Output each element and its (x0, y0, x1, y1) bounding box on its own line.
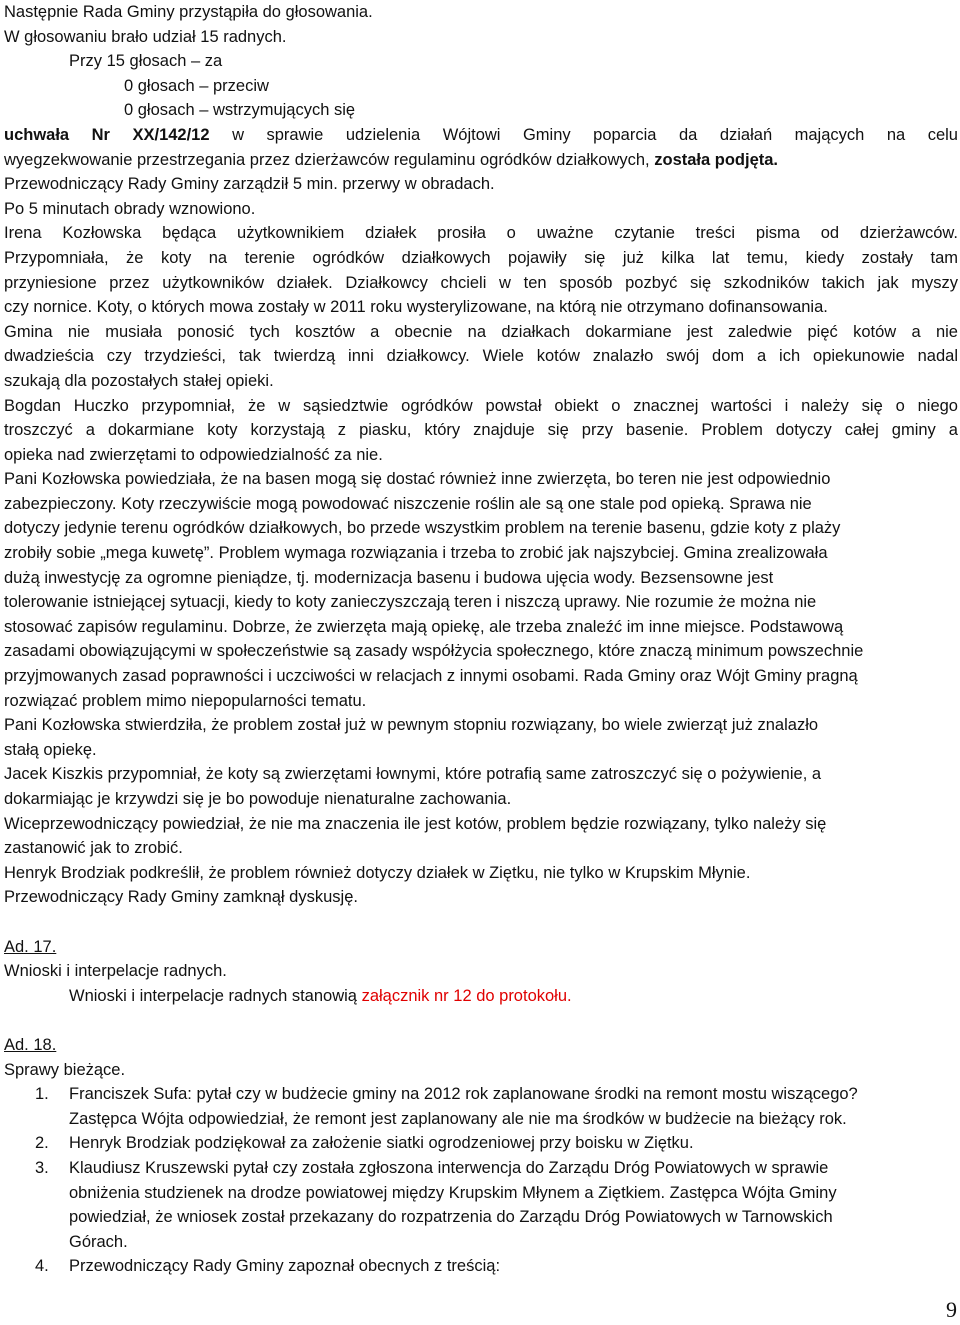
paragraph-line: zabezpieczony. Koty rzeczywiście mogą powodować niszczenie roślin ale są one stale pod opieką. Sprawa nie (4, 494, 812, 513)
paragraph-line: Pani Kozłowska stwierdziła, że problem został już w pewnym stopniu rozwiązany, bo wiele zwierząt już znalazło (4, 716, 819, 735)
document-page (4, 0, 958, 1279)
resolution-subject: w sprawie udzielenia Wójtowi Gminy poparcia da działań mających na celu (209, 125, 958, 144)
list-item-number: 3. (35, 1158, 49, 1177)
attachment-reference: załącznik nr 12 do protokołu. (361, 986, 572, 1005)
list-item-text: Klaudiusz Kruszewski pytał czy została zgłoszona interwencja do Zarządu Dróg Powiatowych w sprawie (69, 1158, 829, 1177)
spacer (4, 1008, 958, 1033)
paragraph-line: Irena Kozłowska będąca użytkownikiem działek prosiła o uważne czytanie treści pisma od dzierżawców. (4, 224, 958, 243)
vote-for: Przy 15 głosach – za (69, 52, 223, 71)
paragraph-line: stosować zapisów regulaminu. Dobrze, że zwierzęta mają opiekę, ale trzeba znaleźć im inne miejsce. Podstawową (4, 617, 844, 636)
paragraph-line: rozwiązać problem mimo niepopularności tematu. (4, 691, 367, 710)
section-title-ad17: Wnioski i interpelacje radnych. (4, 962, 227, 981)
section-heading-ad17: Ad. 17. (4, 937, 57, 956)
list-item (4, 1156, 958, 1181)
paragraph-line: Przewodniczący Rady Gminy zamknął dyskusję. (4, 888, 358, 907)
paragraph-line: tolerowanie istniejącej sytuacji, kiedy to koty zanieczyszczają teren i niszczą uprawy. Nie rozumie że można nie (4, 593, 817, 612)
paragraph-line: Przypomniała, że koty na terenie ogródków działkowych pojawiły się już kilka lat temu, kiedy zostały tam (4, 248, 958, 267)
list-item-text: Henryk Brodziak podziękował za założenie siatki ogrodzeniowej przy boisku w Ziętku. (69, 1134, 694, 1153)
paragraph-line: dużą inwestycję za ogromne pieniądze, tj. modernizacja basenu i budowa ujęcia wody. Bezsensowne jest (4, 568, 774, 587)
list-item-number: 2. (35, 1134, 49, 1153)
list-item-continuation: Górach. (69, 1232, 128, 1251)
paragraph-line: Bogdan Huczko przypomniał, że w sąsiedztwie ogródków powstał obiekt o znacznej wartości i należy się o niego (4, 396, 958, 415)
resolution-line-1 (4, 123, 958, 148)
list-item (4, 1254, 958, 1279)
paragraph-line: troszczyć a dokarmiane koty korzystają z piasku, który znajduje się przy basenie. Problem dotyczy całej gminy a (4, 421, 958, 440)
paragraph-line: Przewodniczący Rady Gminy zarządził 5 min. przerwy w obradach. (4, 175, 495, 194)
paragraph-line: dokarmiając je krzywdzi się je bo powoduje nienaturalne zachowania. (4, 790, 512, 808)
voting-intro: Następnie Rada Gminy przystąpiła do głosowania. (4, 3, 373, 21)
page-number: 9 (946, 1297, 957, 1322)
section-heading-ad18: Ad. 18. (4, 1035, 57, 1054)
section-title-ad18: Sprawy bieżące. (4, 1060, 126, 1079)
section-text-ad17 (4, 984, 958, 1009)
list-item-continuation: powiedział, że wniosek został przekazany do rozpatrzenia do Zarządu Dróg Powiatowych w Tarnowskich (69, 1208, 833, 1227)
list-item-continuation: obniżenia studzienek na drodze powiatowej między Krupskim Młynem a Ziętkiem. Zastępca Wójta Gminy (69, 1183, 837, 1202)
paragraph-line: dotyczy jedynie terenu ogródków działkowych, bo przede wszystkim problem na terenie basenu, gdzie koty z plaży (4, 519, 841, 538)
paragraph-line: przyniesione przez użytkowników działek. Działkowcy chcieli w ten sposób pozbyć się szkodników takich jak myszy (4, 273, 958, 292)
paragraph-line: zasadami obowiązującymi w społeczeństwie są zasady współżycia społecznego, które znaczą minimum powszechnie (4, 642, 864, 661)
paragraph-line: szukają dla pozostałych stałej opieki. (4, 371, 274, 390)
list-item-number: 4. (35, 1257, 49, 1276)
resolution-number: uchwała Nr XX/142/12 (4, 125, 210, 144)
paragraph-line: zrobiły sobie „mega kuwetę”. Problem wymaga rozwiązania i trzeba to zrobić jak najszybciej. Gmina zrealizowała (4, 544, 828, 563)
spacer (4, 910, 958, 935)
paragraph-line: Po 5 minutach obrady wznowiono. (4, 199, 256, 218)
paragraph-line: zastanowić jak to zrobić. (4, 839, 183, 858)
paragraph-line: czy nornice. Koty, o których mowa zostały w 2011 roku wysterylizowane, na którą nie otrzymano dofinansowania. (4, 298, 828, 317)
list-item-text: Przewodniczący Rady Gminy zapoznał obecnych z treścią: (69, 1257, 501, 1276)
paragraph-line: Jacek Kiszkis przypomniał, że koty są zwierzętami łownymi, które potrafią same zatroszczyć się o pożywienie, a (4, 765, 822, 784)
voting-attendance: W głosowaniu brało udział 15 radnych. (4, 27, 287, 46)
paragraph-line: opieka nad zwierzętami to odpowiedzialność za nie. (4, 445, 383, 464)
vote-abstain: 0 głosach – wstrzymujących się (124, 101, 356, 120)
resolution-subject-cont: wyegzekwowanie przestrzegania przez dzierżawców regulaminu ogródków działkowych, (4, 150, 655, 169)
paragraph-line: Pani Kozłowska powiedziała, że na basen mogą się dostać również inne zwierzęta, bo teren nie jest odpowiednio (4, 470, 831, 489)
list-item (4, 1082, 958, 1107)
list-item-number: 1. (35, 1085, 49, 1104)
paragraph-line: dwadzieścia czy trzydzieści, tak twierdzą inni działkowcy. Wiele kotów znalazło swój dom a ich opiekunowie nadal (4, 347, 958, 366)
list-item (4, 1131, 958, 1156)
resolution-line-2 (4, 148, 958, 173)
paragraph-line: przyjmowanych zasad poprawności i uczciwości w relacjach z innymi osobami. Rada Gminy oraz Wójt Gminy pragną (4, 667, 858, 686)
resolution-status: została podjęta. (654, 150, 779, 169)
list-item-text: Franciszek Sufa: pytał czy w budżecie gminy na 2012 rok zaplanowane środki na remont mostu wiszącego? (69, 1085, 858, 1104)
attachment-reference-text: Wnioski i interpelacje radnych stanowią (69, 986, 362, 1005)
vote-against: 0 głosach – przeciw (124, 76, 269, 95)
paragraph-line: stałą opiekę. (4, 740, 97, 759)
list-item-continuation: Zastępca Wójta odpowiedział, że remont jest zaplanowany ale nie ma środków w budżecie na bieżący rok. (69, 1109, 847, 1128)
paragraph-line: Henryk Brodziak podkreślił, że problem również dotyczy działek w Ziętku, nie tylko w Krupskim Młynie. (4, 863, 751, 882)
paragraph-line: Wiceprzewodniczący powiedział, że nie ma znaczenia ile jest kotów, problem będzie rozwiązany, tylko należy się (4, 814, 827, 833)
paragraph-line: Gmina nie musiała ponosić tych kosztów a obecnie na działkach dokarmiane jest zaledwie pięć kotów a nie (4, 322, 958, 341)
